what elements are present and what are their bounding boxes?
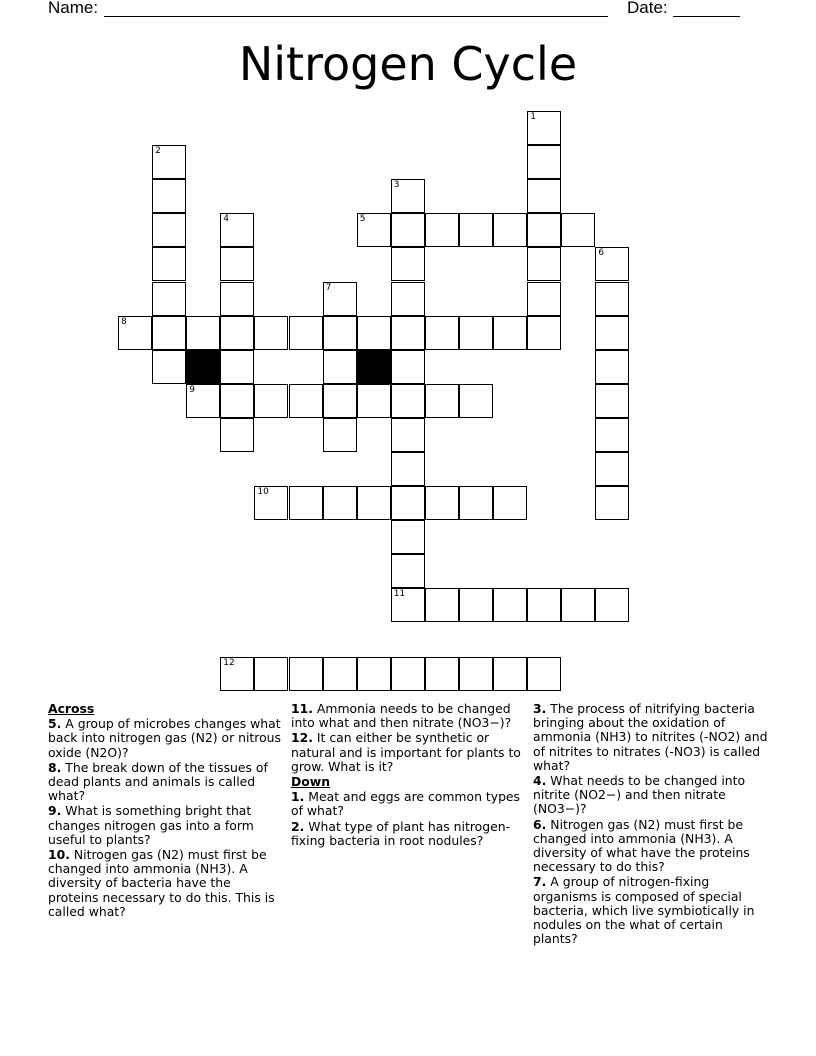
clue-text: Meat and eggs are common types of what?	[291, 789, 521, 819]
crossword-cell[interactable]	[323, 316, 357, 350]
clue-item	[533, 702, 769, 773]
clue-list	[0, 700, 816, 1040]
crossword-cell[interactable]	[527, 588, 561, 622]
crossword-cell[interactable]	[391, 179, 425, 213]
crossword-cell[interactable]	[493, 213, 527, 247]
crossword-cell[interactable]	[254, 486, 288, 520]
clue-text: It can either be synthetic or natural and is important for plants to grow. What is it?	[291, 730, 521, 774]
crossword-cell[interactable]	[493, 657, 527, 691]
crossword-cell[interactable]	[289, 384, 323, 418]
clue-number: 8	[121, 316, 127, 327]
crossword-cell[interactable]	[595, 350, 629, 384]
crossword-cell[interactable]	[527, 657, 561, 691]
crossword-cell[interactable]	[391, 588, 425, 622]
crossword-cell[interactable]	[459, 657, 493, 691]
crossword-cell[interactable]	[152, 179, 186, 213]
crossword-cell[interactable]	[186, 384, 220, 418]
clue-number: 9	[189, 384, 195, 395]
name-label: Name:	[48, 0, 99, 17]
crossword-cell[interactable]	[323, 282, 357, 316]
crossword-cell[interactable]	[118, 316, 152, 350]
clue-number-label: 10.	[48, 847, 70, 863]
crossword-cell[interactable]	[152, 282, 186, 316]
clue-number: 1	[530, 112, 536, 122]
clue-number: 11	[393, 589, 406, 600]
crossword-cell[interactable]	[527, 111, 561, 145]
crossword-cell[interactable]	[152, 213, 186, 247]
clue-item	[291, 820, 527, 848]
crossword-cell[interactable]	[391, 350, 425, 384]
clue-number-label: 7.	[533, 874, 547, 890]
crossword-cell[interactable]	[459, 384, 493, 418]
crossword-cell[interactable]	[220, 350, 254, 384]
clue-text: What type of plant has nitrogen-fixing bacteria in root nodules?	[291, 818, 511, 848]
crossword-cell[interactable]	[357, 486, 391, 520]
crossword-cell[interactable]	[459, 316, 493, 350]
crossword-cell[interactable]	[595, 418, 629, 452]
crossword-cell[interactable]	[220, 418, 254, 452]
clue-number-label: 6.	[533, 816, 547, 832]
crossword-cell[interactable]	[323, 350, 357, 384]
clue-number-label: 8.	[48, 759, 62, 775]
crossword-cell[interactable]	[220, 282, 254, 316]
crossword-cell[interactable]	[527, 213, 561, 247]
crossword-cell[interactable]	[323, 384, 357, 418]
crossword-cell[interactable]	[527, 316, 561, 350]
crossword-cell[interactable]	[152, 247, 186, 281]
clue-number-label: 5.	[48, 716, 62, 732]
clue-item	[533, 875, 769, 946]
clue-text: Ammonia needs to be changed into what and then nitrate (NO3−)?	[291, 701, 512, 731]
crossword-cell[interactable]	[493, 588, 527, 622]
clue-number: 4	[223, 214, 230, 225]
crossword-cell[interactable]	[391, 316, 425, 350]
clue-column-2	[291, 702, 527, 849]
clue-number: 12	[223, 657, 235, 668]
crossword-cell[interactable]	[391, 384, 425, 418]
crossword-cell[interactable]	[425, 588, 459, 622]
crossword-cell[interactable]	[357, 657, 391, 691]
clue-number: 10	[257, 487, 269, 498]
clue-item	[48, 804, 284, 847]
black-square	[186, 350, 220, 384]
crossword-cell[interactable]	[595, 588, 629, 622]
black-square	[357, 350, 391, 384]
clue-text: What needs to be changed into nitrite (NO2−) and then nitrate (NO3−)?	[533, 773, 746, 817]
crossword-cell[interactable]	[595, 282, 629, 316]
clue-text: What is something bright that changes nitrogen gas into a form useful to plants?	[48, 803, 254, 847]
crossword-cell[interactable]	[391, 520, 425, 554]
clue-column-1	[48, 702, 284, 920]
crossword-cell[interactable]	[425, 657, 459, 691]
crossword-cell[interactable]	[152, 316, 186, 350]
crossword-cell[interactable]	[561, 588, 595, 622]
crossword-cell[interactable]	[152, 145, 186, 179]
crossword-cell[interactable]	[391, 247, 425, 281]
crossword-cell[interactable]	[595, 247, 629, 281]
page-title: Nitrogen Cycle	[238, 37, 578, 91]
clue-number-label: 1.	[291, 789, 305, 805]
clue-number-label: 11.	[291, 701, 313, 716]
crossword-cell[interactable]	[425, 213, 459, 247]
crossword-cell[interactable]	[357, 384, 391, 418]
crossword-cell[interactable]	[391, 213, 425, 247]
crossword-cell[interactable]	[425, 316, 459, 350]
crossword-cell[interactable]	[595, 384, 629, 418]
crossword-cell[interactable]	[323, 657, 357, 691]
clue-number-label: 9.	[48, 803, 62, 819]
crossword-cell[interactable]	[152, 350, 186, 384]
crossword-cell[interactable]	[254, 316, 288, 350]
crossword-cell[interactable]	[254, 657, 288, 691]
clue-number-label: 3.	[533, 701, 547, 716]
crossword-cell[interactable]	[561, 213, 595, 247]
crossword-cell[interactable]	[357, 316, 391, 350]
crossword-cell[interactable]	[391, 657, 425, 691]
clue-number: 7	[325, 282, 332, 293]
crossword-cell[interactable]	[595, 486, 629, 520]
clue-item	[533, 774, 769, 817]
clue-number: 5	[359, 214, 366, 225]
clue-item	[48, 848, 284, 919]
crossword-cell[interactable]	[323, 418, 357, 452]
clue-item	[291, 790, 527, 818]
clue-text: The process of nitrifying bacteria bringing about the oxidation of ammonia (NH3) to nitrites (-NO2) and of nitrites to nitrates (-NO3) is called what?	[533, 701, 768, 773]
crossword-cell[interactable]	[220, 213, 254, 247]
clue-item	[291, 702, 527, 730]
crossword-cell[interactable]	[459, 213, 493, 247]
crossword-cell[interactable]	[289, 657, 323, 691]
clue-number: 6	[598, 248, 605, 259]
crossword-cell[interactable]	[493, 316, 527, 350]
section-heading: Across	[48, 701, 95, 716]
clue-number-label: 4.	[533, 773, 547, 789]
date-label: Date:	[627, 0, 668, 17]
crossword-cell[interactable]	[595, 452, 629, 486]
clue-number: 2	[155, 146, 161, 157]
crossword-cell[interactable]	[391, 418, 425, 452]
clue-text: Nitrogen gas (N2) must first be changed into ammonia (NH3). A diversity of bacteria have the proteins necessary to do this. This is called what?	[48, 847, 275, 919]
crossword-cell[interactable]	[391, 282, 425, 316]
crossword-cell[interactable]	[220, 384, 254, 418]
crossword-cell[interactable]	[459, 486, 493, 520]
clue-item	[48, 717, 284, 760]
crossword-cell[interactable]	[391, 452, 425, 486]
crossword-cell[interactable]	[289, 486, 323, 520]
crossword-cell[interactable]	[220, 247, 254, 281]
clue-text: Nitrogen gas (N2) must first be changed into ammonia (NH3). A diversity of what have the proteins necessary to do this?	[533, 816, 750, 875]
crossword-cell[interactable]	[425, 486, 459, 520]
crossword-cell[interactable]	[254, 384, 288, 418]
crossword-cell[interactable]	[527, 145, 561, 179]
crossword-cell[interactable]	[357, 213, 391, 247]
crossword-cell[interactable]	[595, 316, 629, 350]
crossword-cell[interactable]	[459, 588, 493, 622]
crossword-cell[interactable]	[289, 316, 323, 350]
clue-text: The break down of the tissues of dead plants and animals is called what?	[48, 759, 268, 804]
crossword-cell[interactable]	[391, 486, 425, 520]
clue-item	[533, 818, 769, 875]
crossword-cell[interactable]	[186, 316, 220, 350]
clue-text: A group of nitrogen-fixing organisms is composed of special bacteria, which live symbiotically in nodules on the what of certain plants?	[533, 874, 755, 947]
crossword-cell[interactable]	[220, 316, 254, 350]
crossword-cell[interactable]	[391, 554, 425, 588]
clue-item	[291, 731, 527, 774]
clue-text: A group of microbes changes what back into nitrogen gas (N2) or nitrous oxide (N2O)?	[48, 716, 281, 760]
clue-item	[48, 761, 284, 804]
crossword-cell[interactable]	[220, 657, 254, 691]
crossword-cell[interactable]	[323, 486, 357, 520]
crossword-cell[interactable]	[425, 384, 459, 418]
clue-number-label: 2.	[291, 818, 305, 834]
clue-number-label: 12.	[291, 730, 313, 746]
crossword-cell[interactable]	[527, 282, 561, 316]
section-heading: Down	[291, 774, 331, 790]
crossword-cell[interactable]	[493, 486, 527, 520]
crossword-cell[interactable]	[527, 247, 561, 281]
crossword-cell[interactable]	[527, 179, 561, 213]
clue-number: 3	[393, 180, 400, 191]
clue-column-3	[533, 702, 769, 947]
